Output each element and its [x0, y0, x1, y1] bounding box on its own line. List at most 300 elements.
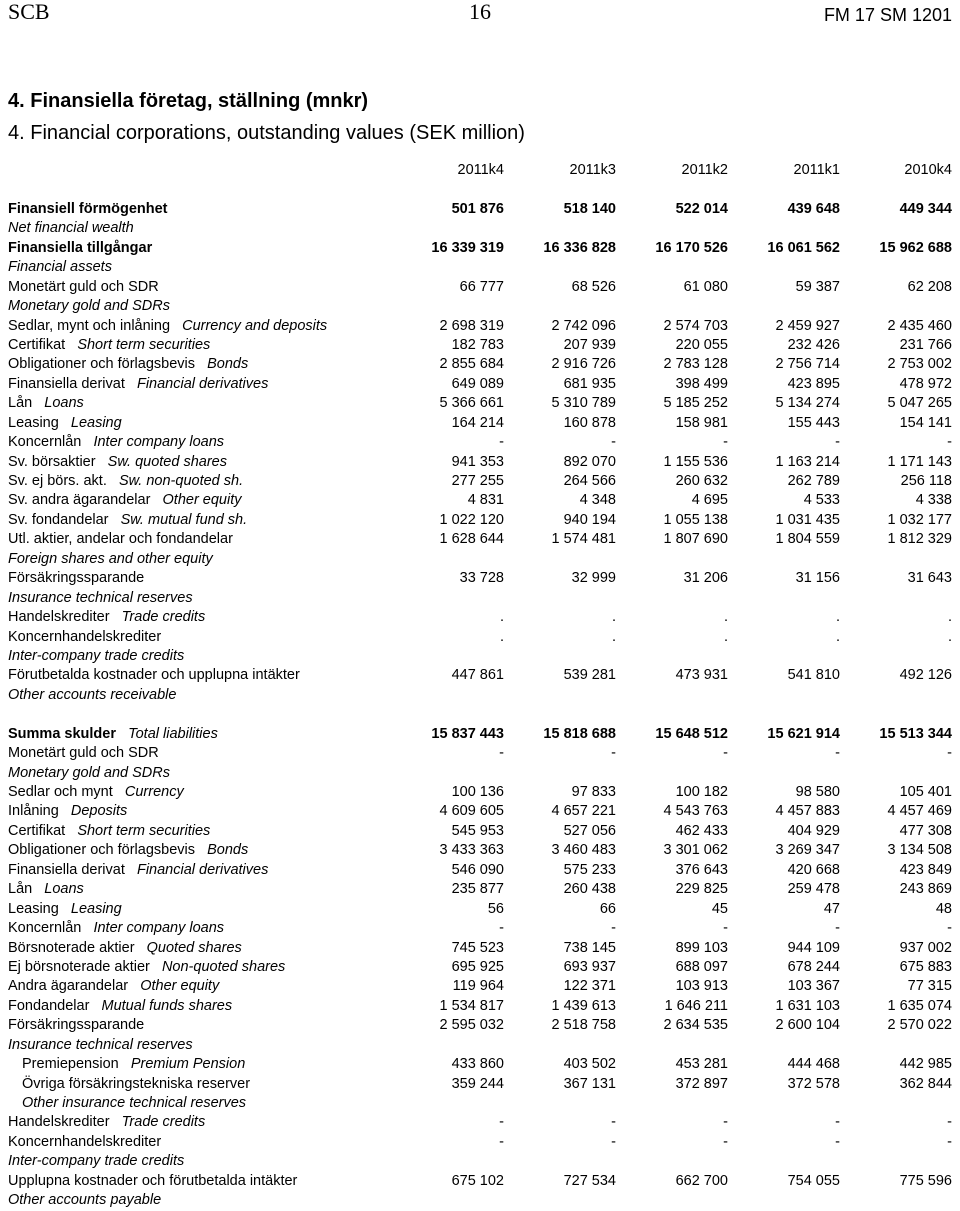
table-row [8, 628, 954, 647]
cell-value: 940 194 [563, 511, 616, 528]
row-label-english: Leasing [70, 414, 122, 431]
row-label-english: Monetary gold and SDRs [8, 298, 170, 315]
row-label-english: Currency and deposits [182, 317, 328, 334]
table-row [8, 511, 954, 530]
cell-value: 367 131 [563, 1075, 616, 1092]
row-label-swedish: Certifikat [8, 822, 66, 839]
cell-value: 359 244 [451, 1075, 504, 1092]
row-label [8, 764, 170, 783]
cell-value: 376 643 [675, 861, 728, 878]
cell-value: 48 [935, 900, 952, 917]
row-label-swedish: Koncernlån [8, 434, 82, 451]
column-header: 2011k3 [569, 162, 616, 178]
cell-value: 68 526 [571, 278, 616, 295]
table-title-swedish: 4. Finansiella företag, ställning (mnkr) [8, 90, 369, 112]
row-label-english: Short term securities [77, 822, 211, 839]
cell-value: 1 439 613 [551, 997, 616, 1014]
table-row [8, 394, 954, 413]
cell-value: 3 433 363 [439, 842, 504, 859]
cell-value: 66 777 [459, 278, 504, 295]
row-label-swedish: Obligationer och förlagsbevis [8, 356, 195, 373]
cell-value: 62 208 [907, 278, 952, 295]
row-label-swedish: Koncernhandelskrediter [8, 628, 162, 645]
row-label [8, 472, 243, 491]
column-header: 2010k4 [904, 162, 952, 178]
row-label-swedish: Koncernlån [8, 920, 82, 937]
cell-value: - [835, 920, 840, 937]
cell-value: - [611, 920, 616, 937]
row-label [8, 1036, 193, 1055]
row-label-swedish: Lån [8, 881, 33, 898]
row-label-english: Mutual funds shares [101, 997, 233, 1014]
cell-value: 546 090 [451, 861, 504, 878]
cell-value: - [499, 1133, 504, 1150]
cell-value: 1 807 690 [663, 531, 728, 548]
table-row [8, 919, 954, 938]
row-label-english: Inter-company trade credits [8, 1153, 185, 1170]
cell-value: 372 578 [787, 1075, 840, 1092]
column-header: 2011k4 [457, 162, 504, 178]
cell-value: 444 468 [787, 1056, 840, 1073]
cell-value: 2 634 535 [663, 1017, 728, 1034]
table-row [8, 977, 954, 996]
cell-value: 2 570 022 [887, 1017, 952, 1034]
publisher-name: SCB [8, 0, 50, 24]
table-row [8, 1016, 954, 1035]
table-row [8, 258, 954, 277]
row-label-swedish: Finansiella derivat [8, 861, 125, 878]
cell-value: 2 916 726 [551, 356, 616, 373]
row-label [8, 491, 242, 510]
table-row [8, 822, 954, 841]
cell-value: 15 621 914 [767, 725, 840, 742]
row-label-english: Trade credits [121, 1114, 206, 1131]
cell-value: 103 367 [787, 978, 840, 995]
table-row [8, 880, 954, 899]
row-label [8, 336, 210, 355]
cell-value: 231 766 [899, 336, 952, 353]
cell-value: 97 833 [571, 784, 616, 800]
cell-value: . [723, 628, 728, 645]
cell-value: 5 047 265 [887, 395, 952, 412]
cell-value: 745 523 [451, 939, 504, 956]
row-label-swedish: Finansiella tillgångar [8, 239, 153, 256]
table-row [8, 239, 954, 258]
cell-value: 2 753 002 [887, 356, 952, 373]
row-label [8, 1113, 205, 1132]
cell-value: 403 502 [563, 1056, 616, 1073]
cell-value: 662 700 [675, 1172, 728, 1189]
cell-value: 398 499 [675, 375, 728, 392]
row-label-english: Financial assets [8, 259, 112, 276]
cell-value: - [835, 745, 840, 762]
cell-value: 77 315 [907, 978, 952, 995]
cell-value: 122 371 [563, 978, 616, 995]
row-label-english: Inter-company trade credits [8, 647, 185, 664]
table-row [8, 472, 954, 491]
cell-value: 1 631 103 [775, 997, 840, 1014]
row-label [8, 569, 144, 588]
cell-value: 61 080 [683, 278, 728, 295]
row-label-swedish: Försäkringssparande [8, 1017, 145, 1034]
row-label [8, 958, 285, 977]
cell-value: - [611, 1133, 616, 1150]
cell-value: 119 964 [452, 978, 504, 995]
table-row [8, 783, 954, 802]
row-label [8, 317, 327, 336]
cell-value: . [947, 609, 952, 626]
cell-value: 220 055 [675, 336, 728, 353]
cell-value: 1 032 177 [887, 511, 952, 528]
row-label-english: Financial derivatives [136, 375, 269, 392]
row-label-swedish: Monetärt guld och SDR [8, 745, 159, 762]
row-label-swedish: Finansiell förmögenhet [8, 200, 168, 217]
table-row [8, 1075, 954, 1094]
cell-value: 5 310 789 [551, 395, 616, 412]
cell-value: 2 518 758 [551, 1017, 616, 1034]
cell-value: 501 876 [451, 200, 504, 217]
row-label-swedish: Premiepension [22, 1056, 119, 1073]
cell-value: 473 931 [675, 667, 728, 684]
row-label-swedish: Leasing [8, 900, 59, 917]
row-label [8, 861, 268, 880]
row-label-swedish: Sedlar, mynt och inlåning [8, 317, 171, 334]
table-title-english: 4. Financial corporations, outstanding values (SEK million) [8, 122, 525, 144]
cell-value: 4 457 469 [887, 803, 952, 820]
cell-value: - [947, 920, 952, 937]
row-label [8, 997, 232, 1016]
cell-value: 16 339 319 [431, 239, 504, 256]
cell-value: - [499, 920, 504, 937]
cell-value: - [835, 434, 840, 451]
table-row [8, 1094, 954, 1113]
cell-value: 372 897 [675, 1075, 728, 1092]
table-row [8, 1133, 954, 1152]
cell-value: 527 056 [563, 822, 616, 839]
column-header: 2011k1 [793, 162, 840, 178]
spacer-row [8, 705, 954, 724]
cell-value: 235 877 [451, 881, 504, 898]
table-row [8, 453, 954, 472]
row-label [8, 278, 159, 297]
cell-value: . [947, 628, 952, 645]
row-label [8, 880, 84, 899]
cell-value: - [611, 1114, 616, 1131]
cell-value: 4 338 [915, 492, 952, 509]
row-label-swedish: Lån [8, 395, 33, 412]
row-label-english: Foreign shares and other equity [8, 550, 213, 567]
cell-value: - [723, 1133, 728, 1150]
row-label-swedish: Upplupna kostnader och förutbetalda intäkter [8, 1172, 298, 1189]
row-label-swedish: Utl. aktier, andelar och fondandelar [8, 531, 233, 548]
row-label [8, 1133, 161, 1152]
row-label [8, 394, 84, 413]
cell-value: 1 155 536 [663, 453, 728, 470]
table-row [8, 1152, 954, 1171]
row-label [8, 589, 193, 608]
row-label [8, 511, 247, 530]
row-label-english: Other accounts receivable [8, 686, 177, 703]
table-row [8, 958, 954, 977]
row-label-swedish: Börsnoterade aktier [8, 939, 135, 956]
cell-value: 1 646 211 [664, 997, 728, 1014]
table-header-row [8, 161, 954, 180]
table-row [8, 725, 954, 744]
row-label-swedish: Sedlar och mynt [8, 784, 113, 800]
cell-value: 518 140 [563, 200, 616, 217]
cell-value: 31 156 [795, 570, 840, 587]
row-label [8, 239, 152, 258]
row-label [8, 530, 233, 549]
cell-value: 4 348 [579, 492, 616, 509]
row-label-swedish: Handelskrediter [8, 1114, 110, 1131]
cell-value: 4 609 605 [439, 803, 504, 820]
row-label-english: Sw. non-quoted sh. [118, 473, 244, 489]
row-label [8, 900, 122, 919]
row-label-swedish: Certifikat [8, 336, 66, 353]
table-row [8, 317, 954, 336]
table-row [8, 1172, 954, 1191]
cell-value: . [835, 628, 840, 645]
row-label [8, 841, 248, 860]
cell-value: 1 812 329 [887, 531, 952, 548]
cell-value: 1 163 214 [775, 453, 840, 470]
cell-value: 423 895 [787, 375, 840, 392]
cell-value: 33 728 [459, 570, 504, 587]
cell-value: 59 387 [795, 278, 840, 295]
page-number: 16 [469, 0, 491, 24]
cell-value: 693 937 [563, 958, 616, 975]
cell-value: 433 860 [451, 1056, 504, 1073]
cell-value: 56 [487, 900, 504, 917]
cell-value: 1 804 559 [775, 531, 840, 548]
row-label-swedish: Finansiella derivat [8, 375, 125, 392]
row-label-swedish: Försäkringssparande [8, 570, 145, 587]
cell-value: 164 214 [451, 414, 504, 431]
row-label [8, 628, 161, 647]
row-label-english: Insurance technical reserves [8, 589, 193, 606]
cell-value: 31 206 [683, 570, 728, 587]
row-label [8, 375, 268, 394]
cell-value: 447 861 [451, 667, 504, 684]
cell-value: . [835, 609, 840, 626]
row-label-swedish: Obligationer och förlagsbevis [8, 842, 195, 859]
cell-value: 681 935 [563, 375, 616, 392]
cell-value: - [835, 1114, 840, 1131]
row-label [8, 1172, 297, 1191]
cell-value: 2 698 319 [439, 317, 504, 334]
row-label-swedish: Sv. fondandelar [8, 511, 109, 528]
row-label-english: Sw. quoted shares [107, 453, 227, 470]
row-label [8, 647, 184, 666]
cell-value: 4 831 [467, 492, 504, 509]
table-row [8, 433, 954, 452]
cell-value: 937 002 [899, 939, 952, 956]
cell-value: 4 657 221 [551, 803, 616, 820]
cell-value: - [947, 745, 952, 762]
row-label-swedish: Handelskrediter [8, 609, 110, 626]
cell-value: 15 818 688 [543, 725, 616, 742]
cell-value: 32 999 [571, 570, 616, 587]
cell-value: - [723, 434, 728, 451]
cell-value: 103 913 [675, 978, 728, 995]
table-row [8, 414, 954, 433]
cell-value: 462 433 [675, 822, 728, 839]
table-row [8, 491, 954, 510]
cell-value: 545 953 [451, 822, 504, 839]
table-row [8, 744, 954, 763]
row-label [8, 219, 134, 238]
cell-value: 15 962 688 [879, 239, 952, 256]
cell-value: 5 366 661 [439, 395, 504, 412]
cell-value: 2 595 032 [439, 1017, 504, 1034]
cell-value: 899 103 [675, 939, 728, 956]
row-label-english: Other accounts payable [8, 1192, 162, 1209]
table-row [8, 647, 954, 666]
cell-value: - [499, 745, 504, 762]
cell-value: 158 981 [675, 414, 728, 431]
row-label [8, 977, 219, 996]
table-row [8, 530, 954, 549]
cell-value: 260 438 [563, 881, 616, 898]
cell-value: 262 789 [787, 473, 840, 489]
cell-value: 2 600 104 [775, 1017, 840, 1034]
table-row [8, 375, 954, 394]
row-label-english: Sw. mutual fund sh. [120, 511, 248, 528]
row-label-english: Bonds [207, 356, 249, 373]
cell-value: 182 783 [451, 336, 504, 353]
cell-value: 229 825 [675, 881, 728, 898]
cell-value: 541 810 [787, 667, 840, 684]
row-label-swedish: Andra ägarandelar [8, 978, 129, 995]
cell-value: 3 460 483 [551, 842, 616, 859]
table-row [8, 550, 954, 569]
table-row [8, 1055, 954, 1074]
row-label-swedish: Koncernhandelskrediter [8, 1133, 162, 1150]
row-label-english: Trade credits [121, 609, 206, 626]
row-label [8, 822, 210, 841]
cell-value: 944 109 [787, 939, 840, 956]
cell-value: 404 929 [787, 822, 840, 839]
cell-value: 688 097 [675, 958, 728, 975]
cell-value: 264 566 [563, 473, 616, 489]
row-label [8, 355, 248, 374]
cell-value: 66 [599, 900, 616, 917]
cell-value: - [499, 1114, 504, 1131]
row-label-english: Short term securities [77, 336, 211, 353]
table-row [8, 802, 954, 821]
cell-value: 15 837 443 [431, 725, 504, 742]
row-label-english: Insurance technical reserves [8, 1036, 193, 1053]
row-label [8, 608, 205, 627]
cell-value: 31 643 [907, 570, 952, 587]
row-label [8, 666, 300, 685]
row-label [8, 744, 159, 763]
column-header: 2011k2 [681, 162, 728, 178]
cell-value: - [723, 1114, 728, 1131]
row-label-english: Premium Pension [130, 1056, 246, 1073]
table-row [8, 355, 954, 374]
row-label-swedish: Monetärt guld och SDR [8, 278, 159, 295]
cell-value: 892 070 [563, 453, 616, 470]
table-row [8, 200, 954, 219]
cell-value: 941 353 [451, 453, 504, 470]
row-label [22, 1075, 250, 1094]
table-row [8, 1036, 954, 1055]
cell-value: . [611, 628, 616, 645]
cell-value: 16 336 828 [543, 239, 616, 256]
row-label-english: Deposits [70, 803, 128, 820]
row-label-swedish: Inlåning [8, 803, 59, 820]
row-label-swedish: Leasing [8, 414, 59, 431]
cell-value: 675 883 [899, 958, 952, 975]
cell-value: 2 574 703 [663, 317, 728, 334]
row-label-english: Currency [124, 784, 184, 800]
row-label-swedish: Övriga försäkringstekniska reserver [22, 1075, 251, 1092]
row-label-english: Inter company loans [93, 920, 225, 937]
cell-value: 1 171 143 [887, 453, 952, 470]
cell-value: - [947, 434, 952, 451]
cell-value: 98 580 [795, 784, 840, 800]
cell-value: 16 061 562 [767, 239, 840, 256]
cell-value: 675 102 [451, 1172, 504, 1189]
cell-value: - [947, 1114, 952, 1131]
cell-value: - [611, 434, 616, 451]
table-row [8, 900, 954, 919]
cell-value: 439 648 [787, 200, 840, 217]
cell-value: - [723, 920, 728, 937]
cell-value: 100 182 [675, 784, 728, 800]
cell-value: 453 281 [675, 1056, 728, 1073]
table-row [8, 939, 954, 958]
cell-value: 1 574 481 [551, 531, 616, 548]
cell-value: 738 145 [563, 939, 616, 956]
row-label-english: Loans [44, 395, 84, 412]
cell-value: . [723, 609, 728, 626]
table-row [8, 1113, 954, 1132]
cell-value: 2 435 460 [887, 317, 952, 334]
cell-value: 2 783 128 [663, 356, 728, 373]
table-row [8, 297, 954, 316]
row-label-english: Other insurance technical reserves [22, 1095, 247, 1111]
cell-value: 2 855 684 [439, 356, 504, 373]
cell-value: 423 849 [899, 861, 952, 878]
spacer-row [8, 180, 954, 199]
cell-value: 1 022 120 [439, 511, 504, 528]
cell-value: 155 443 [787, 414, 840, 431]
cell-value: 2 459 927 [775, 317, 840, 334]
cell-value: 1 534 817 [439, 997, 504, 1014]
cell-value: 47 [823, 900, 840, 917]
row-label-english: Quoted shares [146, 939, 242, 956]
table-row [8, 219, 954, 238]
cell-value: 1 635 074 [887, 997, 952, 1014]
row-label [8, 550, 213, 569]
cell-value: 4 543 763 [663, 803, 728, 820]
row-label-english: Leasing [70, 900, 122, 917]
table-row [8, 336, 954, 355]
row-label [8, 453, 227, 472]
table-row [8, 686, 954, 705]
table-row [8, 589, 954, 608]
cell-value: 420 668 [787, 861, 840, 878]
row-label [8, 200, 168, 219]
row-label-english: Loans [44, 881, 84, 898]
row-label [8, 802, 127, 821]
cell-value: 1 031 435 [775, 511, 840, 528]
cell-value: 3 134 508 [887, 842, 952, 859]
cell-value: 1 055 138 [663, 511, 728, 528]
